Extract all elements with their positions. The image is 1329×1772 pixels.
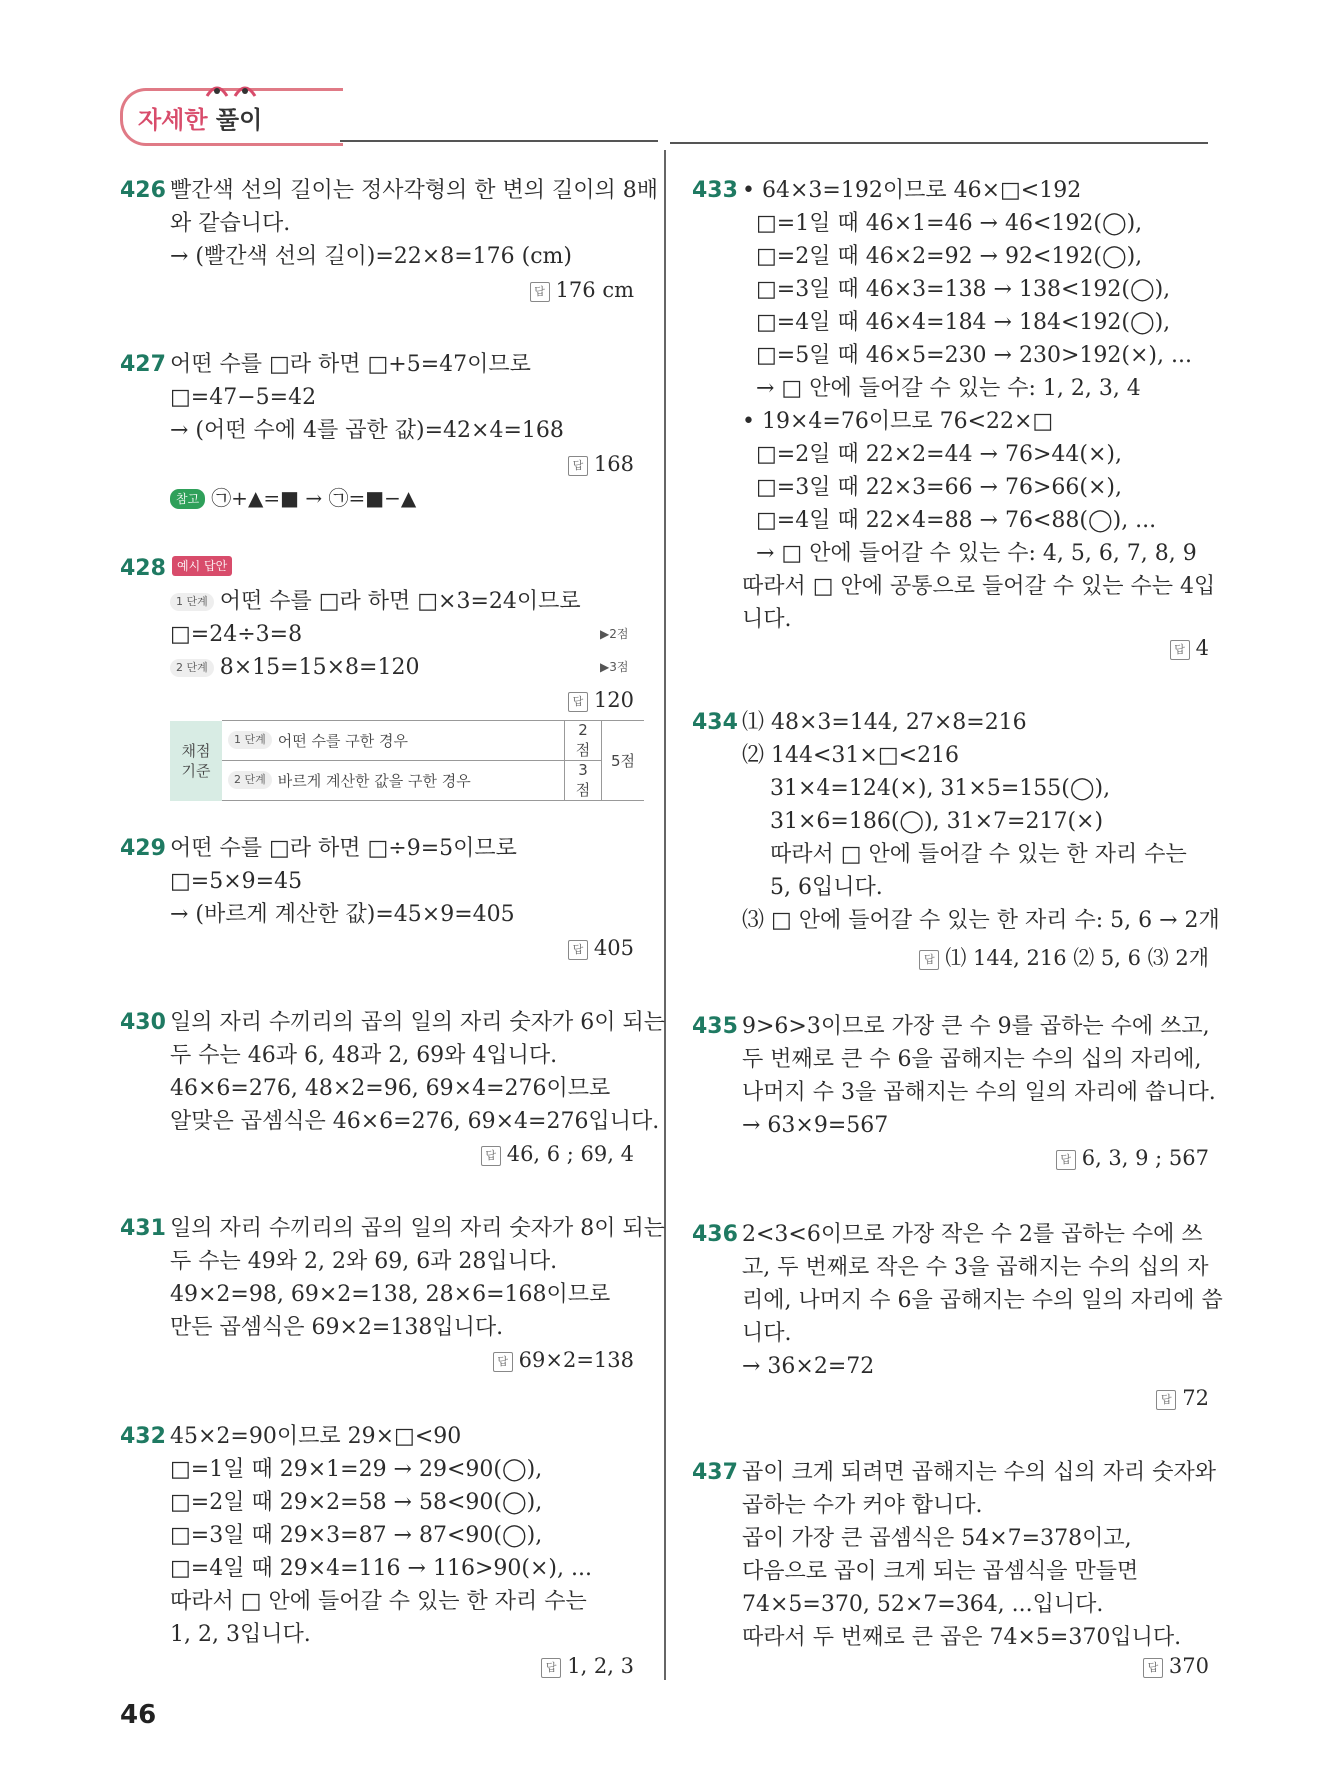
problem-number: 429 bbox=[120, 836, 166, 861]
answer-435: 답 6, 3, 9 ; 567 bbox=[1056, 1146, 1209, 1170]
problem-432: 45×2=90이므로 29×□<90 □=1일 때 29×1=29 → 29<90(◯), □=2일 때 29×2=58 → 58<90(◯), □=3일 때 29×3=87 → 87<90(◯), □=4일 때 29×4=116 → 116>90(×), ... 따라서 □ 안에 들어갈 수 있는 한 자리 수는 1, 2, 3입니다. bbox=[170, 1424, 592, 1647]
header-rule-right bbox=[670, 142, 1208, 144]
answer-436: 답 72 bbox=[1156, 1386, 1209, 1410]
answer-431: 답 69×2=138 bbox=[493, 1348, 634, 1372]
problem-number: 427 bbox=[120, 352, 166, 377]
answer-tag: 답 bbox=[1156, 1390, 1176, 1410]
problem-number: 434 bbox=[692, 710, 738, 735]
step-tag: 2 단계 bbox=[170, 659, 214, 677]
answer-tag: 답 bbox=[530, 282, 550, 302]
answer-tag: 답 bbox=[919, 950, 939, 970]
step-points: ▶3점 bbox=[600, 660, 629, 674]
answer-tag: 답 bbox=[1143, 1658, 1163, 1678]
reference-tag: 참고 bbox=[170, 489, 205, 509]
reference-note: 참고 ㉠+▲=■ → ㉠=■−▲ bbox=[170, 482, 416, 515]
solution-line: 빨간색 선의 길이는 정사각형의 한 변의 길이의 8배 bbox=[170, 178, 658, 203]
solution-line: □=47−5=42 bbox=[170, 385, 317, 410]
answer-tag: 답 bbox=[568, 692, 588, 712]
problem-435: 9>6>3이므로 가장 큰 수 9를 곱하는 수에 쓰고, 두 번째로 큰 수 6을 곱해지는 수의 십의 자리에, 나머지 수 3을 곱해지는 수의 일의 자리에 씁니다. → 63×9=567 bbox=[742, 1014, 1216, 1138]
grading-table: 채점 기준 1 단계 어떤 수를 구한 경우 2점 5점 2 단계 바르게 계산한 값을 구한 경우 3점 bbox=[170, 720, 644, 801]
problem-number: 426 bbox=[120, 178, 166, 203]
problem-number: 433 bbox=[692, 178, 738, 203]
answer-437: 답 370 bbox=[1143, 1654, 1209, 1678]
answer-428: 답 120 bbox=[568, 688, 634, 712]
problem-437: 곱이 크게 되려면 곱해지는 수의 십의 자리 숫자와 곱하는 수가 커야 합니다. 곱이 가장 큰 곱셈식은 54×7=378이고, 다음으로 곱이 크게 되는 곱셈식을 만들면 74×5=370, 52×7=364, ...입니다. 따라서 두 번째로 큰 곱은 74×5=370입니다. bbox=[742, 1460, 1216, 1650]
problem-number: 437 bbox=[692, 1460, 738, 1485]
grading-header: 채점 기준 bbox=[170, 721, 222, 801]
header-eyes-icon bbox=[203, 78, 259, 98]
answer-tag: 답 bbox=[1170, 640, 1190, 660]
problem-433: • 64×3=192이므로 46×□<192 □=1일 때 46×1=46 → 46<192(◯), □=2일 때 46×2=92 → 92<192(◯), □=3일 때 46×3=138 → 138<192(◯), □=4일 때 46×4=184 → 184<192(◯), □=5일 때 46×5=230 → 230>192(×), ... → □ 안에 들어갈 수 있는 수: 1, 2, 3, 4 • 19×4=76이므로 76<22×□ □=2일 때 22×2=44 → 76>44(×), □=3일 때 22×3=66 → 76>66(×), □=4일 때 22×4=88 → 76<88(◯), ... → □ 안에 들어갈 수 있는 수: 4, 5, 6, 7, 8, 9 따라서 □ 안에 공통으로 들어갈 수 있는 수는 4입 니다. bbox=[742, 178, 1216, 632]
answer-426: 답 176 cm bbox=[530, 278, 634, 302]
column-divider bbox=[664, 150, 666, 1680]
step-tag: 1 단계 bbox=[170, 593, 214, 611]
answer-tag: 답 bbox=[493, 1352, 513, 1372]
solution-line: → (어떤 수에 4를 곱한 값)=42×4=168 bbox=[170, 418, 564, 443]
answer-429: 답 405 bbox=[568, 936, 634, 960]
step-points: ▶2점 bbox=[600, 627, 629, 641]
example-answer-tag: 예시 답안 bbox=[172, 556, 232, 576]
page-number: 46 bbox=[120, 1700, 157, 1730]
problem-number: 428 bbox=[120, 556, 166, 581]
answer-tag: 답 bbox=[568, 456, 588, 476]
problem-number: 431 bbox=[120, 1216, 166, 1241]
answer-432: 답 1, 2, 3 bbox=[541, 1654, 634, 1678]
solution-line: 어떤 수를 □라 하면 □+5=47이므로 bbox=[170, 352, 531, 377]
answer-434: 답 ⑴ 144, 216 ⑵ 5, 6 ⑶ 2개 bbox=[919, 942, 1209, 972]
problem-number: 436 bbox=[692, 1222, 738, 1247]
problem-431: 일의 자리 수끼리의 곱의 일의 자리 숫자가 8이 되는 두 수는 49와 2, 2와 69, 6과 28입니다. 49×2=98, 69×2=138, 28×6=168이므로 만든 곱셈식은 69×2=138입니다. bbox=[170, 1216, 665, 1340]
problem-number: 435 bbox=[692, 1014, 738, 1039]
answer-tag: 답 bbox=[1056, 1150, 1076, 1170]
solution-line: → (빨간색 선의 길이)=22×8=176 (cm) bbox=[170, 244, 572, 269]
problem-number: 430 bbox=[120, 1010, 166, 1035]
problem-436: 2<3<6이므로 가장 작은 수 2를 곱하는 수에 쓰 고, 두 번째로 작은 수 3을 곱해지는 수의 십의 자 리에, 나머지 수 6을 곱해지는 수의 일의 자리에 씁 니다. → 36×2=72 bbox=[742, 1222, 1223, 1379]
answer-430: 답 46, 6 ; 69, 4 bbox=[481, 1142, 634, 1166]
problem-number: 432 bbox=[120, 1424, 166, 1449]
problem-428: 1 단계 어떤 수를 □라 하면 □×3=24이므로 □=24÷3=8 2 단계 8×15=15×8=120 bbox=[170, 589, 581, 680]
page-header-title: 자세한 풀이 bbox=[138, 106, 263, 134]
solution-line: 와 같습니다. bbox=[170, 211, 291, 236]
answer-tag: 답 bbox=[568, 940, 588, 960]
problem-427 bbox=[170, 348, 564, 447]
problem-434: ⑴ 48×3=144, 27×8=216 ⑵ 144<31×□<216 31×4=124(×), 31×5=155(◯), 31×6=186(◯), 31×7=217(×) 따라서 □ 안에 들어갈 수 있는 한 자리 수는 5, 6입니다. ⑶ □ 안에 들어갈 수 있는 한 자리 수: 5, 6 → 2개 bbox=[742, 710, 1220, 933]
problem-426 bbox=[170, 174, 658, 273]
answer-tag: 답 bbox=[541, 1658, 561, 1678]
header-rule-left bbox=[340, 140, 658, 142]
problem-430: 일의 자리 수끼리의 곱의 일의 자리 숫자가 6이 되는 두 수는 46과 6, 48과 2, 69와 4입니다. 46×6=276, 48×2=96, 69×4=276이므로 알맞은 곱셈식은 46×6=276, 69×4=276입니다. bbox=[170, 1010, 665, 1134]
answer-tag: 답 bbox=[481, 1146, 501, 1166]
answer-427: 답 168 bbox=[568, 452, 634, 476]
answer-433: 답 4 bbox=[1170, 636, 1209, 660]
problem-429: 어떤 수를 □라 하면 □÷9=5이므로 □=5×9=45 → (바르게 계산한 값)=45×9=405 bbox=[170, 836, 517, 927]
